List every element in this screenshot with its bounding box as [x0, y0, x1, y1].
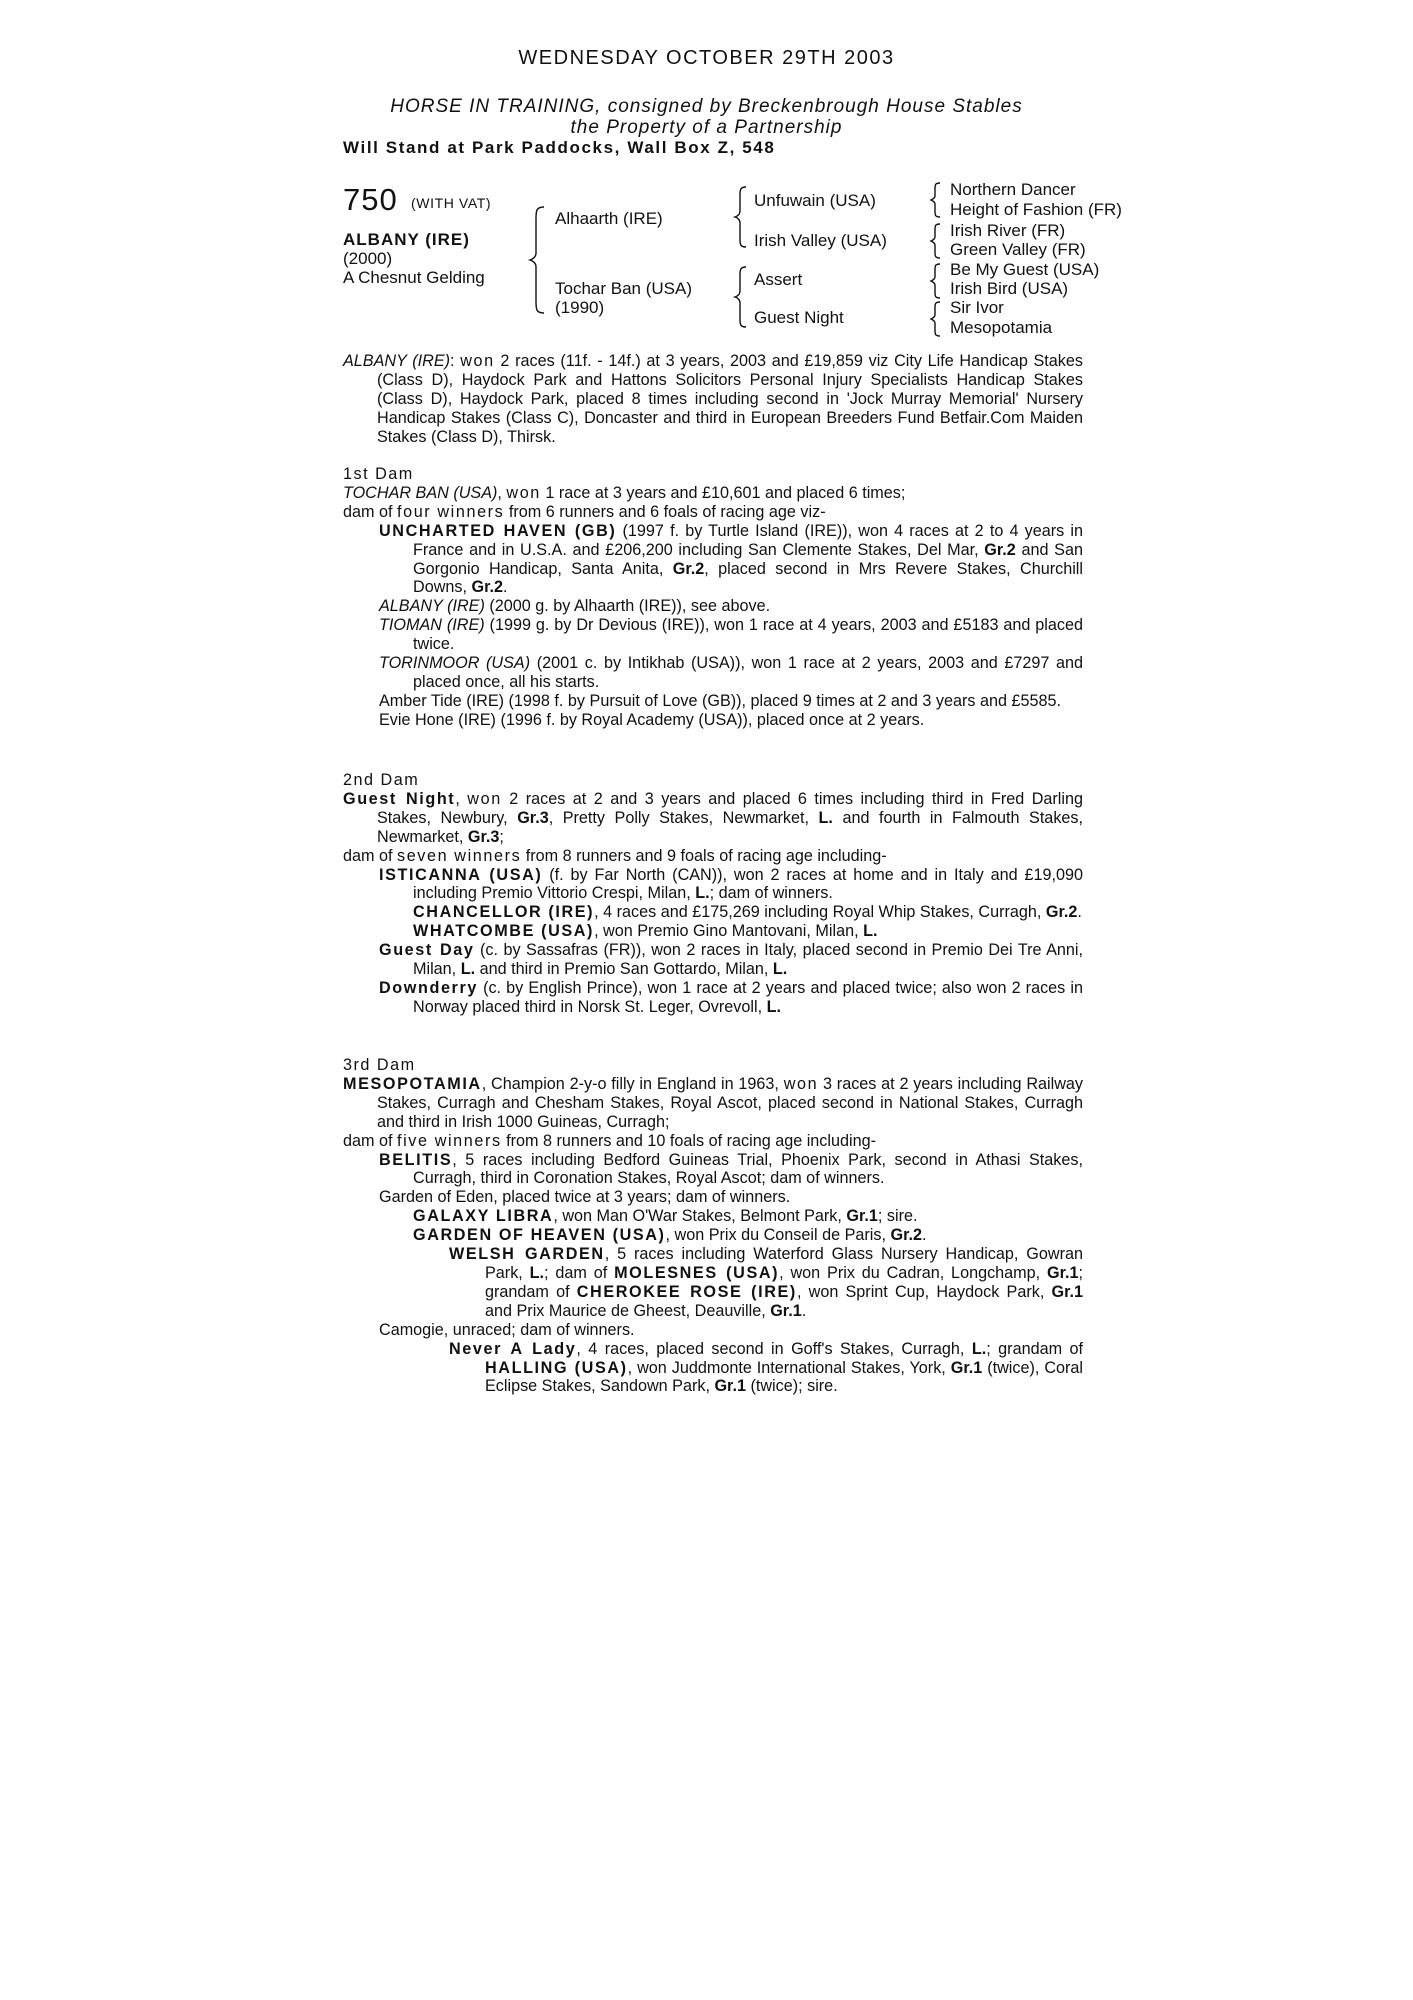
grade-label: Gr.2 — [890, 1226, 922, 1245]
produce-name: HALLING (USA) — [485, 1358, 628, 1377]
produce-name: TIOMAN (IRE) — [379, 616, 485, 635]
produce-text: . — [801, 1301, 807, 1320]
grade-label: L. — [460, 960, 476, 979]
dam-of-text: from 8 runners and 9 foals of racing age including- — [521, 846, 887, 865]
produce-text: (2000 g. by Alhaarth (IRE)), see above. — [484, 597, 771, 616]
pedigree-g3-ancestor: Mesopotamia — [950, 318, 1053, 337]
dam-of-label: dam of — [343, 502, 397, 521]
produce-text: ; dam of winners. — [709, 884, 833, 903]
produce-text: . — [921, 1226, 927, 1245]
pedigree-bracket-g3-4 — [930, 300, 944, 338]
produce-text: , 4 races, placed second in Goff's Stakes, Curragh, — [576, 1339, 972, 1358]
produce-item — [343, 1207, 1083, 1226]
grade-label: Gr.2 — [984, 540, 1016, 559]
grade-label: Gr.1 — [950, 1358, 983, 1377]
grade-label: Gr.1 — [1051, 1282, 1083, 1301]
produce-name: Downderry — [379, 978, 478, 997]
dam-of-label: dam of — [343, 846, 397, 865]
horse-year: (2000) — [343, 249, 393, 268]
second-dam-section: 2nd Dam Guest Night, won 2 races at 2 and 3 years and placed 6 times including third in Fred Darling Stakes, Newbury, Gr.3, Pretty Polly Stakes, Newmarket, L. and fourth in Falmouth Stakes, Newmarket, Gr.3; dam of seven winners from 8 runners and 9 foals of racing age including- ISTICANNA (USA) (f. by Far North (CAN)), won 2 races at home and in Italy and £19,090 including Premio Vittorio Crespi, Milan, L.; dam of winners. CHANCELLOR (IRE), 4 races and £175,269 including Royal Whip Stakes, Curragh, Gr.2. WHATCOMBE (USA), won Premio Gino Mantovani, Milan, L. Guest Day (c. by Sassafras (FR)), won 2 races in Italy, placed second in Premio Dei Tre Anni, Milan, L. and third in Premio San Gottardo, Milan, L. Downderry (c. by English Prince), won 1 race at 2 years and placed twice; also won 2 races in Norway placed third in Norsk St. Leger, Ovrevoll, L. — [343, 771, 1084, 1016]
produce-name: GALAXY LIBRA — [413, 1207, 554, 1226]
pedigree-dam-sire: Assert — [754, 270, 803, 289]
lot-number: 750 — [343, 182, 398, 217]
grade-label: L. — [863, 922, 878, 941]
produce-item — [343, 922, 1083, 941]
produce-text: , placed second in Mrs Revere Stakes, Churchill Downs, — [413, 559, 1083, 597]
produce-text: , 5 races including Waterford Glass Nursery Handicap, Gowran Park, — [485, 1245, 1083, 1282]
produce-item — [343, 866, 1083, 904]
grade-label: Gr.2 — [471, 578, 503, 597]
pedigree-dam-year: (1990) — [555, 298, 605, 317]
grade-label: Gr.1 — [770, 1301, 802, 1320]
second-dam-name: Guest Night — [343, 789, 456, 808]
won-label: won — [506, 483, 541, 502]
produce-text: (1997 f. by Turtle Island (IRE)), won 4 races at 2 to 4 years in France and in U.S.A. and £206,200 including San Clemente Stakes, Del Mar, — [413, 521, 1083, 559]
produce-name: Guest Day — [379, 941, 475, 960]
produce-item — [343, 903, 1083, 922]
produce-name: MOLESNES (USA) — [614, 1263, 780, 1282]
record-text: , Champion 2-y-o filly in England in 1963, — [481, 1074, 784, 1093]
produce-text: and Prix Maurice de Gheest, Deauville, — [485, 1301, 771, 1320]
pedigree-bracket-sire — [734, 185, 750, 249]
produce-text: , won Prix du Cadran, Longchamp, — [779, 1263, 1048, 1282]
pedigree-bracket-g3-2 — [930, 222, 944, 260]
produce-name: Never A Lady — [449, 1339, 577, 1358]
produce-name: GARDEN OF HEAVEN (USA) — [413, 1226, 666, 1245]
produce-name: WELSH GARDEN — [449, 1245, 605, 1264]
winners-count: five winners — [397, 1131, 502, 1150]
produce-item: Camogie, unraced; dam of winners. — [379, 1320, 635, 1339]
grade-label: L. — [529, 1263, 545, 1282]
produce-text: ; grandam of — [986, 1339, 1083, 1358]
pedigree-bracket-g3-1 — [930, 181, 944, 219]
produce-name: ALBANY (IRE) — [379, 597, 485, 616]
horse-description: A Chesnut Gelding — [343, 268, 485, 287]
produce-item — [343, 1226, 1083, 1245]
record-text: ; — [499, 827, 504, 846]
first-dam-name: TOCHAR BAN (USA) — [343, 483, 498, 502]
produce-text: ; grandam of — [485, 1263, 1084, 1301]
third-dam-heading: 3rd Dam — [343, 1056, 416, 1074]
grade-label: Gr.1 — [1047, 1263, 1079, 1282]
produce-text: , won Man O'War Stakes, Belmont Park, — [553, 1207, 847, 1226]
record-text: , Pretty Polly Stakes, Newmarket, — [548, 808, 819, 827]
grade-label: Gr.3 — [467, 827, 500, 846]
produce-item — [343, 654, 1083, 692]
produce-item — [343, 1340, 1083, 1397]
pedigree-g3-ancestor: Be My Guest (USA) — [950, 260, 1100, 279]
consignment-line: HORSE IN TRAINING, consigned by Breckenbrough House Stables — [390, 96, 1023, 117]
produce-text: , won Sprint Cup, Haydock Park, — [796, 1282, 1052, 1301]
produce-name: CHANCELLOR (IRE) — [413, 903, 595, 922]
third-dam-section — [343, 1056, 1083, 1396]
produce-item: Evie Hone (IRE) (1996 f. by Royal Academy (USA)), placed once at 2 years. — [379, 710, 925, 729]
produce-text: , won Premio Gino Mantovani, Milan, — [594, 922, 864, 941]
pedigree-g3-ancestor: Sir Ivor — [950, 298, 1004, 317]
pedigree-dam-dam: Guest Night — [754, 308, 844, 327]
produce-text: ; dam of — [544, 1263, 615, 1282]
third-dam-name: MESOPOTAMIA — [343, 1074, 482, 1093]
produce-text: , 4 races and £175,269 including Royal Whip Stakes, Curragh, — [594, 903, 1046, 922]
produce-text: and San Gorgonio Handicap, Santa Anita, — [413, 540, 1083, 578]
produce-text: , won Juddmonte International Stakes, York, — [627, 1358, 951, 1377]
produce-text: (twice); sire. — [745, 1377, 838, 1396]
pedigree-bracket-main — [530, 205, 550, 315]
pedigree-bracket-g3-3 — [930, 262, 944, 300]
record-text: 2 races at 2 and 3 years and placed 6 times including third in Fred Darling Stakes, Newbury, — [377, 789, 1084, 827]
winners-count: seven winners — [397, 846, 522, 865]
grade-label: L. — [772, 960, 788, 979]
grade-label: L. — [818, 808, 833, 827]
produce-item — [343, 616, 1083, 654]
produce-text: . — [502, 578, 508, 597]
pedigree-dam: Tochar Ban (USA) — [555, 279, 692, 298]
dam-of-text: from 6 runners and 6 foals of racing age viz- — [504, 502, 826, 521]
produce-text: (twice), Coral Eclipse Stakes, Sandown Park, — [485, 1358, 1083, 1396]
pedigree-bracket-dam — [734, 265, 750, 329]
produce-item — [343, 979, 1083, 1017]
produce-text: and third in Premio San Gottardo, Milan, — [475, 960, 773, 979]
produce-text: , 5 races including Bedford Guineas Trial, Phoenix Park, second in Athasi Stakes, Curragh, third in Coronation Stakes, Royal Ascot; dam of winners. — [413, 1150, 1083, 1188]
produce-text: (1999 g. by Dr Devious (IRE)), won 1 race at 4 years, 2003 and £5183 and placed twice. — [413, 616, 1083, 654]
pedigree-g3-ancestor: Irish River (FR) — [950, 221, 1066, 240]
pedigree-g3-ancestor: Irish Bird (USA) — [950, 279, 1069, 298]
grade-label: L. — [971, 1339, 987, 1358]
grade-label: Gr.2 — [1045, 903, 1078, 922]
produce-name: TORINMOOR (USA) — [379, 654, 531, 673]
won-label: won — [783, 1074, 819, 1093]
produce-name: UNCHARTED HAVEN (GB) — [379, 521, 617, 540]
pedigree-g3-ancestor: Green Valley (FR) — [950, 240, 1086, 259]
first-dam-heading: 1st Dam — [343, 465, 414, 483]
racing-record: ALBANY (IRE): won 2 races (11f. - 14f.) at 3 years, 2003 and £19,859 viz City Life Handicap Stakes (Class D), Haydock Park and Hattons Solicitors Personal Injury Specialists Handicap Stakes (Class D), Haydock Park, placed 8 times including second in 'Jock Murray Memorial' Nursery Handicap Stakes (Class C), Doncaster and third in European Breeders Fund Betfair.Com Maiden Stakes (Class D), Thirsk. — [343, 352, 1083, 446]
second-dam-heading: 2nd Dam — [343, 771, 420, 789]
pedigree-g3-ancestor: Height of Fashion (FR) — [950, 200, 1122, 219]
pedigree-sire: Alhaarth (IRE) — [555, 209, 663, 228]
grade-label: Gr.3 — [517, 808, 549, 827]
dam-of-text: from 8 runners and 10 foals of racing age including- — [501, 1131, 876, 1150]
stand-location: Will Stand at Park Paddocks, Wall Box Z, 548 — [343, 138, 776, 157]
record-text: 2 races (11f. - 14f.) at 3 years, 2003 and £19,859 viz City Life Handicap Stakes (Class D), Haydock Park and Hattons Solicitors Personal Injury Specialists Handicap Stakes (Class D), Haydock Park, placed 8 times including second in 'Jock Murray Memorial' Nursery Handicap Stakes (Class C), Doncaster and third in European Breeders Fund Betfair.Com Maiden Stakes (Class D), Thirsk. — [377, 352, 1083, 446]
horse-name: ALBANY (IRE) — [343, 230, 470, 249]
pedigree-sire-dam: Irish Valley (USA) — [754, 231, 887, 250]
produce-text: (f. by Far North (CAN)), won 2 races at home and in Italy and £19,090 including Premio Vittorio Crespi, Milan, — [413, 865, 1083, 903]
record-text: and fourth in Falmouth Stakes, Newmarket, — [377, 808, 1084, 846]
produce-text: (c. by English Prince), won 1 race at 2 years and placed twice; also won 2 races in Norway placed third in Norsk St. Leger, Ovrevoll, — [413, 978, 1083, 1016]
pedigree-sire-sire: Unfuwain (USA) — [754, 191, 876, 210]
produce-text: . — [1077, 903, 1082, 922]
produce-text: (2001 c. by Intikhab (USA)), won 1 race at 2 years, 2003 and £7297 and placed once, all his starts. — [413, 654, 1083, 691]
grade-label: L. — [695, 884, 710, 903]
produce-text: (c. by Sassafras (FR)), won 2 races in Italy, placed second in Premio Dei Tre Anni, Milan, — [413, 941, 1083, 979]
grade-label: Gr.2 — [672, 559, 705, 578]
won-label: won — [460, 352, 495, 370]
produce-item: Garden of Eden, placed twice at 3 years; dam of winners. — [379, 1188, 791, 1207]
record-horse-name: ALBANY (IRE) — [343, 352, 451, 370]
produce-text: ; sire. — [877, 1207, 918, 1226]
produce-name: CHEROKEE ROSE (IRE) — [576, 1282, 797, 1301]
produce-item — [343, 597, 1083, 616]
produce-name: ISTICANNA (USA) — [379, 865, 543, 884]
grade-label: Gr.1 — [714, 1377, 746, 1396]
sale-date: WEDNESDAY OCTOBER 29TH 2003 — [518, 47, 895, 69]
produce-item — [343, 1151, 1083, 1189]
property-line: the Property of a Partnership — [570, 117, 843, 138]
grade-label: Gr.1 — [846, 1207, 878, 1226]
winners-count: four winners — [397, 502, 505, 521]
produce-item — [343, 522, 1083, 598]
record-text: 3 races at 2 years including Railway Stakes, Curragh and Chesham Stakes, Royal Ascot, placed second in National Stakes, Curragh and third in Irish 1000 Guineas, Curragh; — [377, 1074, 1083, 1131]
first-dam-record: 1 race at 3 years and £10,601 and placed 6 times; — [540, 483, 906, 502]
dam-of-label: dam of — [343, 1131, 397, 1150]
vat-note: (WITH VAT) — [411, 195, 492, 211]
won-label: won — [467, 789, 502, 808]
produce-item: Amber Tide (IRE) (1998 f. by Pursuit of Love (GB)), placed 9 times at 2 and 3 years and £5585. — [379, 691, 1062, 710]
produce-text: , won Prix du Conseil de Paris, — [665, 1226, 891, 1245]
produce-name: WHATCOMBE (USA) — [413, 922, 595, 941]
produce-item — [343, 941, 1083, 979]
pedigree-g3-ancestor: Northern Dancer — [950, 180, 1076, 199]
grade-label: L. — [766, 997, 781, 1016]
produce-name: BELITIS — [379, 1150, 453, 1169]
produce-item — [343, 1245, 1083, 1321]
first-dam-section: 1st Dam TOCHAR BAN (USA), won 1 race at 3 years and £10,601 and placed 6 times; dam of four winners from 6 runners and 6 foals of racing age viz- UNCHARTED HAVEN (GB) (1997 f. by Turtle Island (IRE)), won 4 races at 2 to 4 years in France and in U.S.A. and £206,200 including San Clemente Stakes, Del Mar, Gr.2 and San Gorgonio Handicap, Santa Anita, Gr.2, placed second in Mrs Revere Stakes, Churchill Downs, Gr.2. ALBANY (IRE) (2000 g. by Alhaarth (IRE)), see above. TIOMAN (IRE) (1999 g. by Dr Devious (IRE)), won 1 race at 4 years, 2003 and £5183 and placed twice. TORINMOOR (USA) (2001 c. by Intikhab (USA)), won 1 race at 2 years, 2003 and £7297 and placed once, all his starts. Amber Tide (IRE) (1998 f. by Pursuit of Love (GB)), placed 9 times at 2 and 3 years and £5585. Evie Hone (IRE) (1996 f. by Royal Academy (USA)), placed once at 2 years. — [343, 465, 1083, 729]
